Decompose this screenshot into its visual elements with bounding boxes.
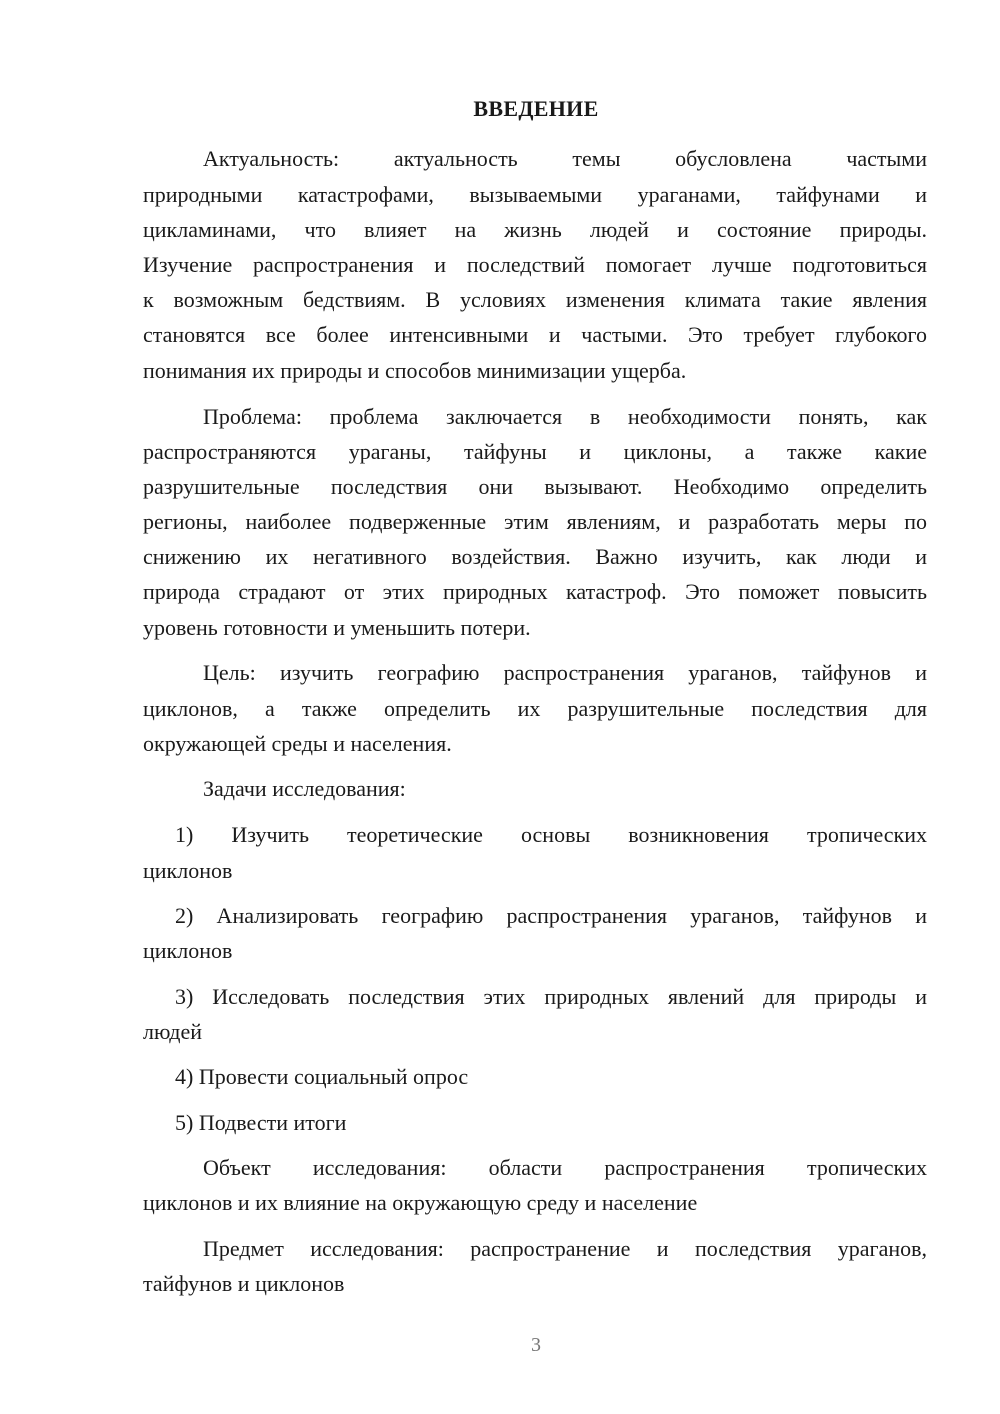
object-line: Объект исследования: области распространения тропических (203, 1155, 927, 1180)
goal-line: циклонов, а также определить их разрушительные последствия для (143, 696, 927, 721)
object-line: циклонов и их влияние на окружающую среду и население (143, 1190, 698, 1215)
subject-line: тайфунов и циклонов (143, 1271, 345, 1296)
relevance-line: Изучение распространения и последствий помогает лучше подготовиться (143, 252, 927, 277)
goal-line: окружающей среды и населения. (143, 731, 452, 756)
problem-line: распространяются ураганы, тайфуны и циклоны, а также какие (143, 439, 927, 464)
goal-line: Цель: изучить географию распространения ураганов, тайфунов и (203, 660, 927, 685)
problem-line: природа страдают от этих природных катастроф. Это поможет повысить (143, 579, 927, 604)
task-item: 4) Провести социальный опрос (175, 1064, 469, 1089)
relevance-line: понимания их природы и способов минимизации ущерба. (143, 358, 687, 383)
relevance-line: цикламинами, что влияет на жизнь людей и состояние природы. (143, 217, 927, 242)
task-item: 2) Анализировать географию распространения ураганов, тайфунов и (175, 903, 927, 928)
task-item-continuation: циклонов (143, 858, 233, 883)
relevance-line: становятся все более интенсивными и частыми. Это требует глубокого (143, 322, 927, 347)
task-item: 5) Подвести итоги (175, 1110, 347, 1135)
relevance-line: Актуальность: актуальность темы обусловлена частыми (203, 146, 927, 171)
task-item-continuation: циклонов (143, 938, 233, 963)
subject-line: Предмет исследования: распространение и последствия ураганов, (203, 1236, 927, 1261)
problem-line: Проблема: проблема заключается в необходимости понять, как (203, 404, 927, 429)
page-title: ВВЕДЕНИЕ (473, 96, 599, 121)
task-item: 1) Изучить теоретические основы возникновения тропических (175, 822, 927, 847)
relevance-line: природными катастрофами, вызываемыми ураганами, тайфунами и (143, 182, 927, 207)
relevance-line: к возможным бедствиям. В условиях изменения климата такие явления (143, 287, 927, 312)
problem-line: снижению их негативного воздействия. Важно изучить, как люди и (143, 544, 927, 569)
task-item-continuation: людей (143, 1019, 203, 1044)
page-number: 3 (531, 1334, 541, 1356)
task-item: 3) Исследовать последствия этих природных явлений для природы и (175, 984, 927, 1009)
problem-line: уровень готовности и уменьшить потери. (143, 615, 531, 640)
problem-line: разрушительные последствия они вызывают. Необходимо определить (143, 474, 927, 499)
problem-line: регионы, наиболее подверженные этим явлениям, и разработать меры по (143, 509, 927, 534)
tasks-title: Задачи исследования: (203, 776, 406, 801)
